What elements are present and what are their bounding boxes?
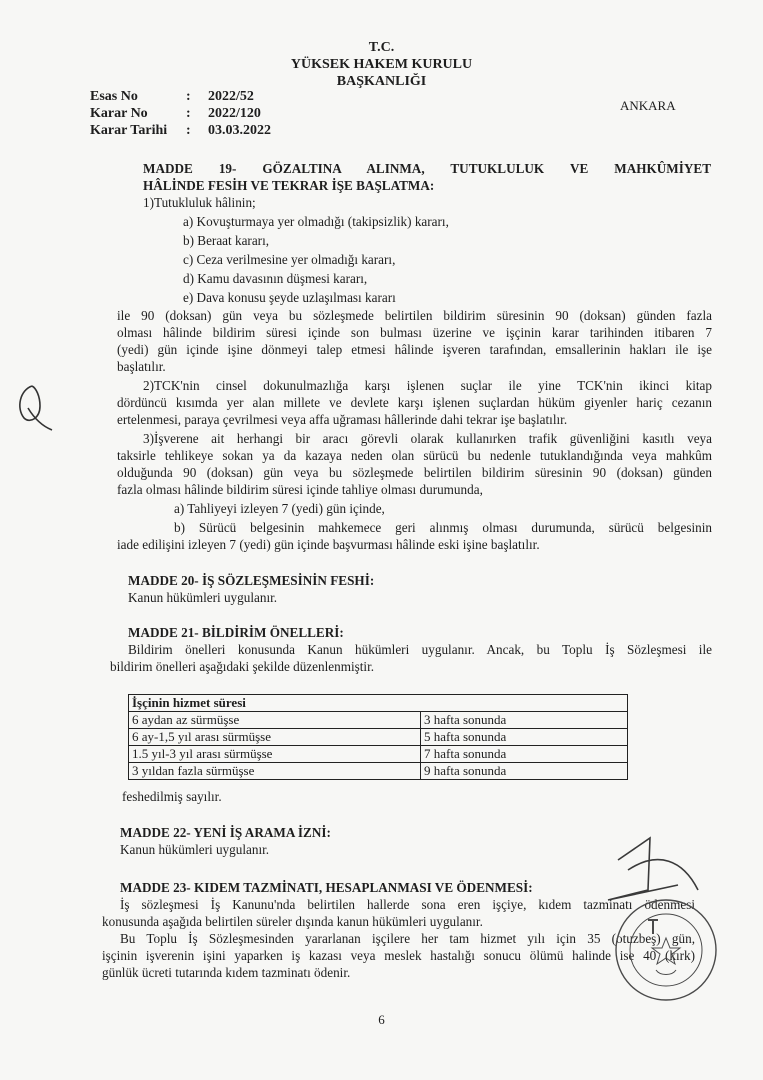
m19-title-line1: MADDE 19- GÖZALTINA ALINMA, TUTUKLULUK VE MAHKÛMİYET [143,161,711,176]
table-header-cell: İşçinin hizmet süresi [129,695,628,712]
m23-line4: işçinin işverenin işini yaparken iş kazası veya meslek hastalığı sonucu ölümü halinde ise 40 (kırk) [102,948,695,963]
header-presidency: BAŞKANLIĞI [336,74,427,89]
m19-p2-line2: dördüncü kısımda yer alan millete ve devlete karşı işlenen suçlardan hüküm giyenler hariç cezanın [117,395,712,410]
m21-after: feshedilmiş sayılır. [122,789,222,804]
m19-p3-line4: fazla olması hâlinde bildirim süresi içinde tahliye olması durumunda, [117,482,483,497]
m22-title: MADDE 22- YENİ İŞ ARAMA İZNİ: [120,825,331,840]
m19-item-e: e) Dava konusu şeyde uzlaşılması kararı [183,290,396,305]
m21-body-line2: bildirim önelleri aşağıdaki şekilde düzenlenmiştir. [110,659,375,674]
m19-p2-line3: ertelenmesi, paraya çevrilmesi veya affa uğraması hâllerinde dahi tekrar işe başlatılır. [117,412,568,427]
table-cell-duration: 6 aydan az sürmüşse [129,712,421,729]
table-cell-notice: 7 hafta sonunda [421,746,628,763]
header-institution: YÜKSEK HAKEM KURULU [290,57,473,72]
notice-period-table [128,694,628,780]
meta-value: 2022/120 [208,106,261,121]
meta-label: Esas No [90,89,138,104]
m19-p3-b: b) Sürücü belgesinin mahkemece geri alınmış olması durumunda, sürücü belgesinin [174,520,712,535]
table-cell-duration: 6 ay-1,5 yıl arası sürmüşse [129,729,421,746]
m19-p2-line1: 2)TCK'nin cinsel dokunulmazlığa karşı işlenen suçlar ile yine TCK'nin ikinci kitap [143,378,712,393]
handwritten-initial-icon [10,378,60,434]
m22-body: Kanun hükümleri uygulanır. [120,842,270,857]
case-meta [90,88,271,139]
m19-p3-b2: iade edilişini izleyen 7 (yedi) gün içinde başvurması hâlinde eski işine başlatılır. [117,537,540,552]
table-row [129,746,628,763]
m20-title: MADDE 20- İŞ SÖZLEŞMESİNİN FESHİ: [128,573,375,588]
m23-line2: konusunda aşağıda belirtilen süreler dışında kanun hükümleri uygulanır. [102,914,483,929]
m19-item-b: b) Beraat kararı, [183,233,270,248]
meta-row-tarih: Karar Tarihi : 03.03.2022 [90,123,271,138]
meta-value: 2022/52 [208,89,254,104]
m19-intro: 1)Tutukluluk hâlinin; [143,195,256,210]
table-cell-notice: 5 hafta sonunda [421,729,628,746]
m19-p3-line1: 3)İşverene ait herhangi bir aracı görevli olarak kullanırken trafik güvenliğini kasıtlı veya [143,431,712,446]
table-cell-duration: 1.5 yıl-3 yıl arası sürmüşse [129,746,421,763]
m23-title: MADDE 23- KIDEM TAZMİNATI, HESAPLANMASI VE ÖDENMESİ: [120,880,533,895]
page-number: 6 [378,1012,385,1027]
table-cell-notice: 3 hafta sonunda [421,712,628,729]
m19-p1-line4: başlatılır. [117,359,166,374]
m20-body: Kanun hükümleri uygulanır. [128,590,278,605]
m19-p3-line3: olduğunda 90 (doksan) gün veya bu sözleşmede belirtilen bildirim süresinin 90 (doksan) günden [117,465,712,480]
m19-p1-line1: ile 90 (doksan) gün veya bu sözleşmede belirtilen bildirim süresinin 90 (doksan) günden fazla [117,308,712,323]
m23-line3: Bu Toplu İş Sözleşmesinden yararlanan işçilere her tam hizmet yılı için 35 (otuzbeş) gün, [120,931,695,946]
m19-p1-line2: olması hâlinde bildirim süresi içinde son bulması üzerine ve işçinin karar tarihinden itibaren 7 [117,325,712,340]
m23-line1: İş sözleşmesi İş Kanunu'nda belirtilen hallerde sona eren işçiye, kıdem tazminatı ödenmesi [120,897,695,912]
location: ANKARA [620,98,676,113]
m19-item-a: a) Kovuşturmaya yer olmadığı (takipsizlik) kararı, [183,214,449,229]
header-tc: T.C. [368,40,395,55]
meta-label: Karar Tarihi [90,123,168,138]
m19-item-c: c) Ceza verilmesine yer olmadığı kararı, [183,252,396,267]
m21-title: MADDE 21- BİLDİRİM ÖNELLERİ: [128,625,344,640]
meta-value: 03.03.2022 [208,123,271,138]
m19-p1-line3: (yedi) gün içinde işine dönmeyi talep etmesi hâlinde işveren tarafından, emsallerinin hakları ile işe [117,342,712,357]
table-row [129,712,628,729]
official-stamp-icon [588,830,738,1030]
table-row [129,729,628,746]
meta-row-esas: Esas No : 2022/52 [90,89,254,104]
m21-body-line1: Bildirim önelleri konusunda Kanun hükümleri uygulanır. Ancak, bu Toplu İş Sözleşmesi ile [128,642,712,657]
table-cell-notice: 9 hafta sonunda [421,763,628,780]
m19-p3-a: a) Tahliyeyi izleyen 7 (yedi) gün içinde, [174,501,385,516]
m19-item-d: d) Kamu davasının düşmesi kararı, [183,271,368,286]
m23-line5: günlük ücreti tutarında kıdem tazminatı ödenir. [102,965,351,980]
table-cell-duration: 3 yıldan fazla sürmüşse [129,763,421,780]
table-header-row [129,695,628,712]
m19-p3-line2: taksirle tehlikeye sokan ya da kazaya neden olan sürücü bu nedenle tutuklandığında veya mahkûm [117,448,712,463]
table-row [129,763,628,780]
meta-label: Karar No [90,106,148,121]
meta-row-karar: Karar No : 2022/120 [90,106,261,121]
m19-title-line2: HÂLİNDE FESİH VE TEKRAR İŞE BAŞLATMA: [143,178,435,193]
